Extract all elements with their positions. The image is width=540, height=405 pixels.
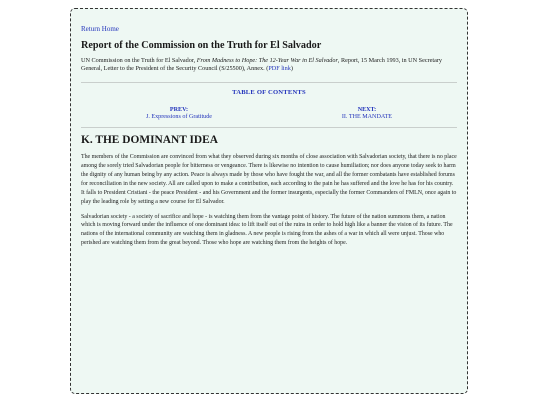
- prev-label: PREV:: [169, 106, 188, 113]
- prev-link[interactable]: [146, 107, 212, 122]
- citation-text: UN Commission on the Truth for El Salvador,: [81, 57, 197, 64]
- paragraph: Salvadorian society - a society of sacrifice and hope - is watching them from the vantage point of history. The future of the nation summons them, a nation which is moving forward under the influence of one dominant idea: to lift itself out of the ruins in order to hold high like a banner the vision of its future. The nations of the international community are watching them in gladness. A new people is rising from the ashes of a war in which all were unjust. Those who perished are watching them from the great beyond. Those who hope are watching them from the heights of hope.: [81, 213, 453, 247]
- citation-title: From Madness to Hope: The 12-Year War in El Salvador: [196, 57, 338, 64]
- paragraph: The members of the Commission are convinced from what they observed during six months of close association with Salvadorian society, that there is no place among the sorely tried Salvadorian people for bitterness or vengeance. There is likewise no intention to cause humiliation; nor does anyone today seek to harm the dignity of any human being by any action. Peace is always made by those who have fought the war, and all the former combatants have established forums for reconciliation in the new society. All are called upon to make a contribution, each according to the pain he has suffered and the love he has for his country. It falls to President Cristiani - the peace President - and his Government and the former insurgents, especially the former Commanders of FMLN, once again to play the leading role by setting a new course for El Salvador.: [81, 154, 457, 205]
- pager: [81, 107, 457, 122]
- next-title: II. THE MANDATE: [341, 114, 393, 121]
- section-heading: K. THE DOMINANT IDEA: [81, 134, 218, 147]
- next-link[interactable]: [342, 107, 392, 122]
- next-label: NEXT:: [357, 106, 377, 113]
- content-frame: [70, 8, 468, 394]
- citation: [81, 57, 457, 74]
- citation-close: ): [290, 65, 293, 73]
- page-title: Report of the Commission on the Truth for El Salvador: [81, 40, 322, 51]
- pdf-link[interactable]: PDF link: [268, 65, 291, 73]
- return-home-link[interactable]: Return Home: [81, 25, 119, 33]
- divider: [81, 127, 457, 128]
- prev-title: J. Expressions of Gratitude: [145, 114, 212, 121]
- divider: [81, 82, 457, 83]
- table-of-contents-link[interactable]: TABLE OF CONTENTS: [232, 88, 306, 96]
- citation-details: , Report, 15 March 1993, in UN Secretary General, Letter to the President of the Security Council (S/25500), Annex. (: [81, 57, 443, 73]
